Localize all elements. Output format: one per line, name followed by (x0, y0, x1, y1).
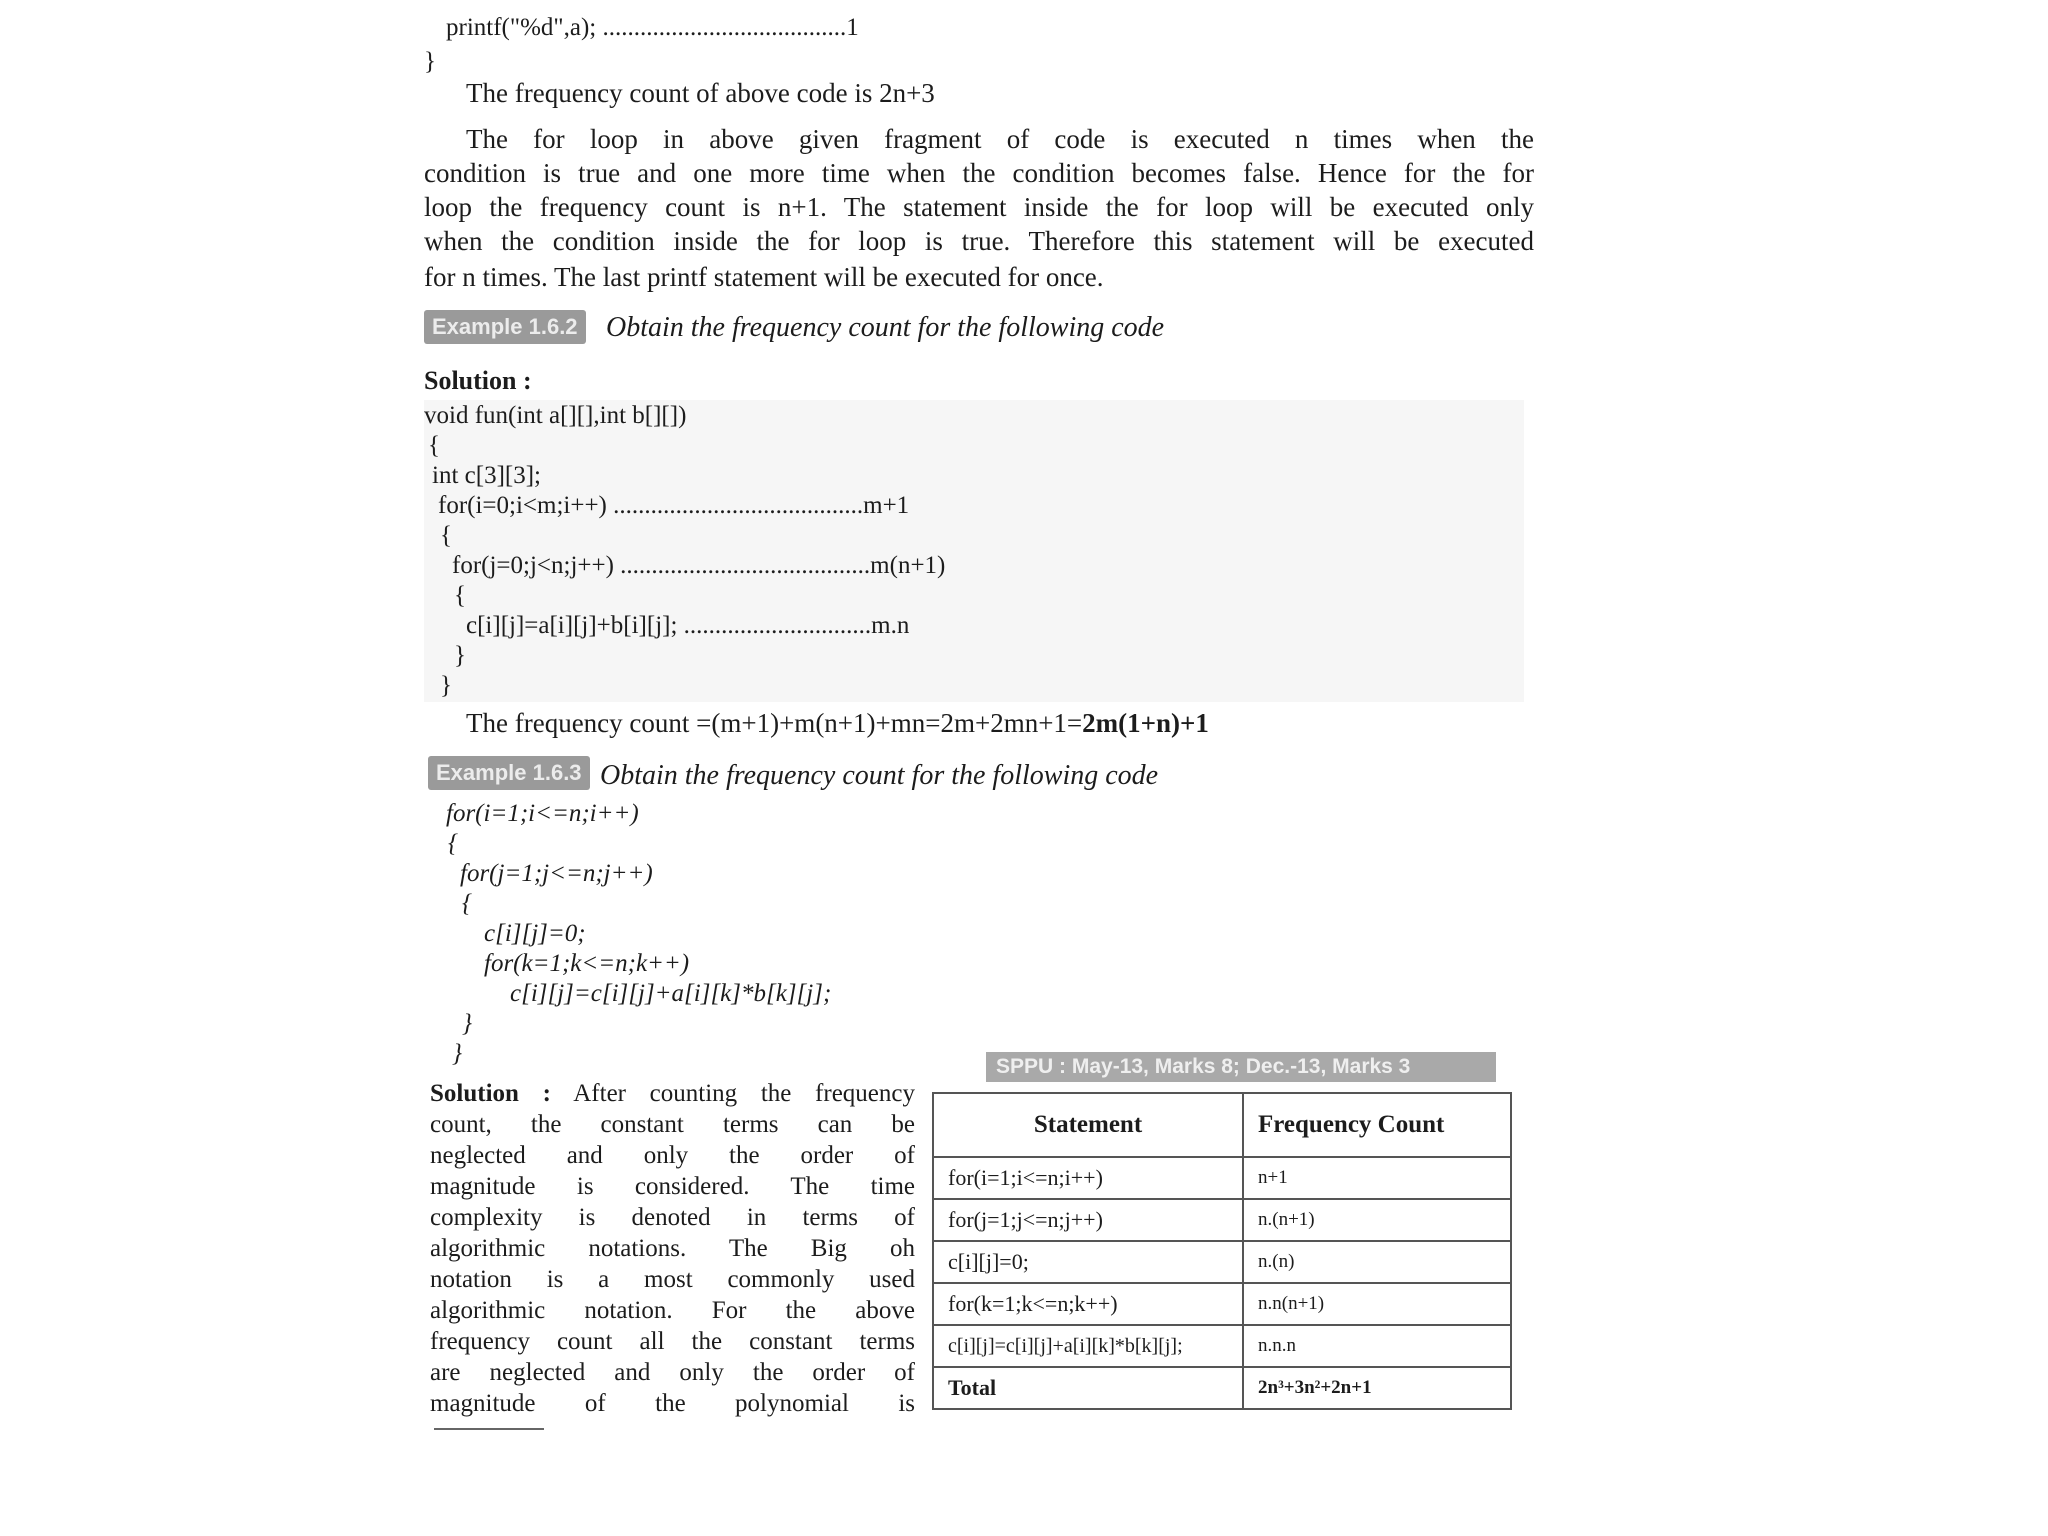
example-title: Obtain the frequency count for the following code (606, 312, 1165, 343)
column-header-statement: Statement (933, 1093, 1243, 1157)
solution-line: magnitude is considered. The time (430, 1173, 915, 1200)
frequency-result (466, 708, 1209, 739)
frequency-statement: The frequency count of above code is 2n+3 (466, 78, 935, 108)
code-line: } (454, 642, 466, 669)
example-badge: Example 1.6.3 (428, 756, 590, 790)
sppu-badge: SPPU : May-13, Marks 8; Dec.-13, Marks 3 (986, 1052, 1496, 1082)
code-line: for(i=1;i<=n;i++) (446, 800, 639, 827)
solution-line: notation is a most commonly used (430, 1266, 915, 1293)
bottom-rule (434, 1428, 544, 1430)
code-line: } (452, 1040, 462, 1067)
statement-cell: for(k=1;k<=n;k++) (933, 1283, 1243, 1325)
paragraph-line: when the condition inside the for loop is true. Therefore this statement will be executed (424, 226, 1534, 256)
solution-label: Solution : (430, 1080, 551, 1107)
total-label-cell: Total (933, 1367, 1243, 1409)
code-line: for(j=1;j<=n;j++) (460, 860, 653, 887)
solution-line: algorithmic notations. The Big oh (430, 1235, 915, 1262)
paragraph-line: for n times. The last printf statement will be executed for once. (424, 262, 1104, 292)
code-line: c[i][j]=c[i][j]+a[i][k]*b[k][j]; (510, 980, 832, 1007)
code-line: { (448, 830, 458, 857)
frequency-cell: n.(n+1) (1243, 1199, 1511, 1241)
column-header-frequency: Frequency Count (1243, 1093, 1511, 1157)
closing-brace: } (424, 48, 436, 75)
code-line: for(k=1;k<=n;k++) (484, 950, 690, 977)
code-line: c[i][j]=0; (484, 920, 586, 947)
table-row (933, 1241, 1511, 1283)
solution-line: frequency count all the constant terms (430, 1328, 915, 1355)
statement-cell: c[i][j]=c[i][j]+a[i][k]*b[k][j]; (933, 1325, 1243, 1367)
code-line: { (428, 432, 440, 459)
solution-line: magnitude of the polynomial is (430, 1390, 915, 1417)
table-row (933, 1325, 1511, 1367)
frequency-cell: n+1 (1243, 1157, 1511, 1199)
solution-label: Solution : (424, 366, 532, 395)
code-line: int c[3][3]; (432, 462, 541, 489)
table-total-row (933, 1367, 1511, 1409)
frequency-result-text: The frequency count =(m+1)+m(n+1)+mn=2m+2mn+1= (466, 708, 1083, 738)
code-line: { (454, 582, 466, 609)
example-badge: Example 1.6.2 (424, 310, 586, 344)
code-line: } (440, 672, 452, 699)
code-line: c[i][j]=a[i][j]+b[i][j]; ..............................m.n (466, 612, 910, 639)
solution-text: After counting the frequency (573, 1080, 915, 1107)
frequency-cell: n.(n) (1243, 1241, 1511, 1283)
paragraph-line: The for loop in above given fragment of code is executed n times when the (466, 124, 1534, 154)
code-line: for(i=0;i<m;i++) ........................................m+1 (438, 492, 910, 519)
paragraph-line: loop the frequency count is n+1. The statement inside the for loop will be executed only (424, 192, 1534, 222)
statement-cell: c[i][j]=0; (933, 1241, 1243, 1283)
table-row (933, 1199, 1511, 1241)
frequency-table (932, 1092, 1512, 1410)
code-line: for(j=0;j<n;j++) ........................................m(n+1) (452, 552, 946, 579)
frequency-cell: n.n(n+1) (1243, 1283, 1511, 1325)
solution-line: are neglected and only the order of (430, 1359, 915, 1386)
table-row (933, 1283, 1511, 1325)
code-block-shade (424, 400, 1524, 702)
frequency-cell: n.n.n (1243, 1325, 1511, 1367)
statement-cell: for(j=1;j<=n;j++) (933, 1199, 1243, 1241)
solution-line: algorithmic notation. For the above (430, 1297, 915, 1324)
total-value-cell: 2n³+3n²+2n+1 (1243, 1367, 1511, 1409)
code-line: void fun(int a[][],int b[][]) (424, 402, 687, 429)
statement-cell: for(i=1;i<=n;i++) (933, 1157, 1243, 1199)
code-line: } (462, 1010, 472, 1037)
paragraph-line: condition is true and one more time when the condition becomes false. Hence for the for (424, 158, 1534, 188)
frequency-result-bold: 2m(1+n)+1 (1082, 708, 1209, 738)
example-title: Obtain the frequency count for the following code (600, 760, 1159, 791)
table-row (933, 1157, 1511, 1199)
solution-line: neglected and only the order of (430, 1142, 915, 1169)
code-line: { (462, 890, 472, 917)
solution-line (430, 1080, 915, 1108)
code-line: { (440, 522, 452, 549)
solution-line: complexity is denoted in terms of (430, 1204, 915, 1231)
table-header-row (933, 1093, 1511, 1157)
solution-line: count, the constant terms can be (430, 1111, 915, 1138)
printf-line: printf("%d",a); .......................................1 (446, 14, 859, 41)
